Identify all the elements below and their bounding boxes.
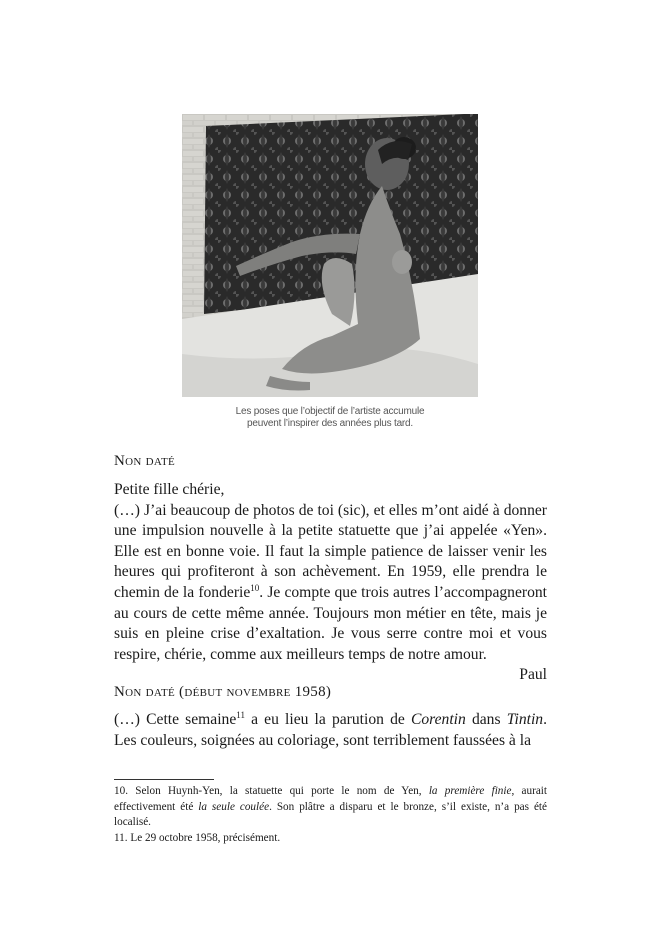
caption-line-1: Les poses que l’objectif de l’artiste accumule [235,406,425,417]
entry-2-text-d: . Les couleurs, soignées au coloriage, sont terriblement faussées à la [114,711,547,749]
entry-1-paragraph [114,501,547,666]
footnote-11-number: 11. [114,831,128,844]
footnote-10-text-a: Selon Huynh-Yen, la statuette qui porte le nom de Yen, [127,785,429,797]
photo-illustration [182,114,478,397]
entry-1-salutation: Petite fille chérie, [114,481,225,498]
footnote-10 [114,784,547,831]
entry-1-signature: Paul [519,666,547,684]
footnote-10-text-b: , aurait effectivement été [114,785,548,813]
footnote-10-em-a: la première finie [428,785,512,797]
entry-1-text-a: (…) J’ai beaucoup de photos de toi (sic), et elles m’ont aidé à donner une impulsion nouvelle à la petite statuette que j’ai appelée «Yen». Elle est en bonne voie. Il faut la simple patience de laisser venir les heures qui profiteront à son achèvement. En 1959, elle prendra le chemin de la fonderie [114,501,547,601]
entry-1-body [114,480,547,686]
footnote-10-text-c: . Son plâtre a disparu et le bronze, s’il existe, n’a pas été localisé. [114,800,547,828]
photo [182,114,478,397]
entry-1-heading: Non daté [114,453,175,469]
entry-2-text-a: (…) Cette semaine [114,711,237,728]
footnote-10-number: 10. [114,785,128,797]
footnote-11-text: Le 29 octobre 1958, précisément. [127,831,281,844]
footnote-11 [114,831,547,847]
photo-caption [180,406,480,430]
entry-1-text-b: . Je compte que trois autres l’accompagneront au cours de cette même année. Toujours mon métier en tête, mais je suis en pleine crise d’exaltation. Je vous serre contre moi et vous respire, chérie, comme aux meilleurs temps de notre amour. [114,583,547,663]
footnotes [114,784,547,846]
entry-2-body [114,710,547,751]
footnote-ref-11: 11 [236,710,245,720]
footnote-10-em-b: la seule coulée [198,800,270,813]
footnote-divider [114,779,214,780]
entry-2-title-tintin: Tintin [506,711,544,728]
entry-2-paragraph [114,710,547,751]
entry-2-title-corentin: Corentin [410,711,466,728]
entry-2-text-b: a eu lieu la parution de [244,711,411,728]
entry-2-heading: Non daté (début novembre 1958) [114,684,332,700]
caption-line-2: peuvent l’inspirer des années plus tard. [247,418,413,429]
footnote-ref-10: 10 [250,582,260,593]
entry-2-text-c: dans [465,711,507,728]
